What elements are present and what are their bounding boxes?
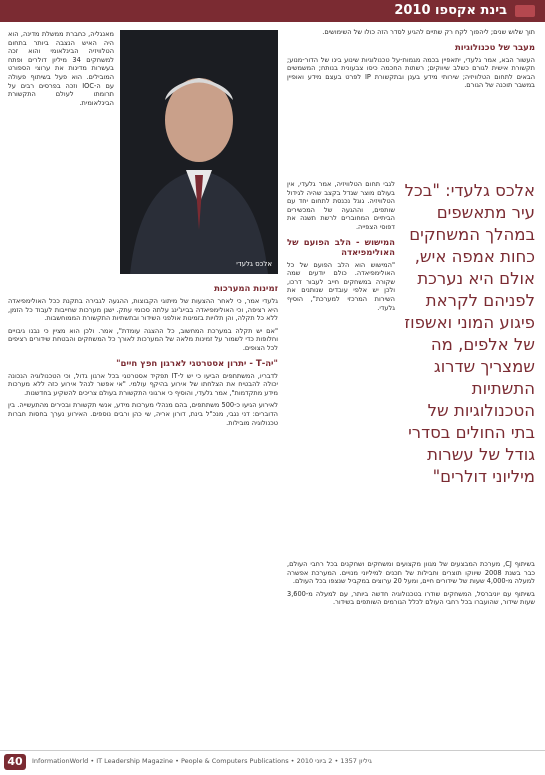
availability-paragraph: גלעדי אמר, כי לאחר ההצעות של מיתוגי הקבוצות, ההגעה לגבירה בתקנת ככל האולימפיאדה היא רציפה, וכי האולימפיאדה בבייג'ינג עלתה סכומי עתק. ישנן מערכות שחייבות לעבוד כל הזמן, ללא כל תקלה, והן תלויות בזמינות אולפני השידור ובתשתיות התקשורת הממוחשבות. [8,297,278,323]
broadcast-hours-paragraph: בשיתוף עם יוניברסל, המשחקים שודרו בטכנולוגיה חדשה ביותר, עם למעלה מ-3,600 שעות שידור, שהועברו בכל רחבי העולם לכלל הגורמים השותפים בשידור. [287,589,535,607]
broadcast-stats-paragraph: בשיתוף CJ, מערכת המבצעים של מגוון מקצועים ומשחקים ושחקנים בכל רחבי העולם, כבר בשנת 2008 שיווקו תוצרים וחבילות של תכנים למיליוני מנויים. המערכת אפשרה למעלה מ-4,000 שעות של שידורים חיים, ומעל 20 ערוצים במקביל שנצפו בכל העולם. [287,560,535,586]
strategic-paragraph: לדבריו, המשתתפים הביעו כי יש ל-IT תפקיד אסטרטגי בכל ארגון גדול, וכי הטכנולוגיה הנכונה יכולה להבטיח את הצלחתו של אירוע בהיקף עולמי. "אי אפשר לנהל אירוע כזה ללא מערכות מידע מתקדמות", אמר גלעדי, והוסיף כי ארגוני התקשורת בעולם צריכים להשקיע בחדשנות. [8,371,278,397]
broadcast-paragraph: "המישוש הוא הלב הפועם של כל האולימפיאדה. כולם יודעים שמה שקורה במשחקים חייב לעבור דרכו, ולכן יש אלפי עובדים שנותנים את השירות המרכזי למערכת", הוסיף גלעדי. [287,260,395,312]
header-accent-block [515,5,535,17]
subheading-availability: זמינות המערכות [214,284,278,294]
right-top-column [287,28,535,176]
page-header-bar [0,0,545,22]
subheading-tech-transition: מעבר של טכנולוגיות [454,42,535,53]
speaker-photo [120,30,278,274]
subheading-strategic-advantage: "יה-T - יתרון אסטרטגי לארגון חפץ חיים" [116,358,278,369]
publication-line: InformationWorld • IT Leadership Magazine • People & Computers Publications • גיליון 1357 • 2 ביוני 2010 [32,757,372,765]
event-paragraph: לאירוע הגיעו כ-500 משתתפים, בהם מנהלי מערכות מידע, אנשי תקשורת ובכירים מהתעשייה. בין הדוברים: דני נגבי, מנכ"ל בינת, דורון אריה, שי כהן ורבים נוספים. האירוע נערך בחסות חברות טכנולוגיה מובילות. [8,401,278,427]
tech-transition-paragraph: העשור הבא, אמר גלעדי, יתאפיין בכמה מגמות-על טכנולוגיות שינוע בינו של הדור-מנוע; תקשורת אישית לגורם כשלב שיווקים; רשתות החכמה כיסו צבעונית בנותח; המשמשים הבאים לתחום הטלוויזיה; שירותי מידע בענן ובתקשורת IP לפרט בעצם מידע ואופיין במשבר תוכנה של הגורם. [287,55,535,90]
pull-quote: אלכס גלעדי: "בכל עיר מתאשפים במהלך המשחקים כחות אמפה איש, אולם היא נערכת לפניהם לקראת פיגוע המוני ואשפוז של אלפים, מה שמצריך שדרוג התשתיות הטכנולוגיות של בתי החולים בסדרי גודל של עשרות מיליוני דולרים" [404,181,535,486]
tv-paragraph: לגבי תחום הטלוויזיה, אמר גלעדי, אין בעולם מוצר שגדל בקצב שהיה לגידול הטלוויזיה. גוגל נכנסת לתחום יחד עם שותפים, וההגעה של המכשירים הביתיים המחוברים לרשת תשנה את דפוסי הצפייה. [287,180,395,231]
page-number: 40 [4,754,26,770]
bio-paragraph: מאנגליה, כחברת ממשלת מדינה, הוא היה האיש הנצבה ביותר בתחום הטלוויזיה הבינלאומי והוא זכה למשחקים 34 מיליון דולרים ופתח בעשרות מדינות את ערוצי הספורט המובילים. הוא פעל בשיתוף פעולה עם ה-IOC וזכה בפרסים רבים על תרומתו לעולם התקשורת הבינלאומית. [8,30,114,107]
section-title: בינת אקספו 2010 [394,3,507,18]
middle-column [287,180,395,560]
page-footer [0,750,545,775]
photo-caption: אלכס גלעדי [236,260,272,268]
sidebar-column [8,30,114,274]
speaker-photo-illustration [120,30,278,274]
availability-paragraph-2: "אם יש תקלה במערכת המחשוב, כל ההצגה עומדת", אמר. ולכן הוא מציין כי נבנו גיבויים וחלופות כדי לשמור על זמינות מלאה של המערכות לאורך כל המשחקים והבטחת שידורים רציפים לכל הצופים. [8,326,278,352]
subheading-broadcast-heart: המישוש - הלב הפועם של האולימפיאדה [287,237,395,258]
left-column [8,278,278,745]
intro-paragraph: תוך שלוש שנים; ליהפוך לקח רק שתיים להגיע לסדר הזה כולו של השימושים. [322,28,535,36]
right-bottom-column [287,560,535,745]
